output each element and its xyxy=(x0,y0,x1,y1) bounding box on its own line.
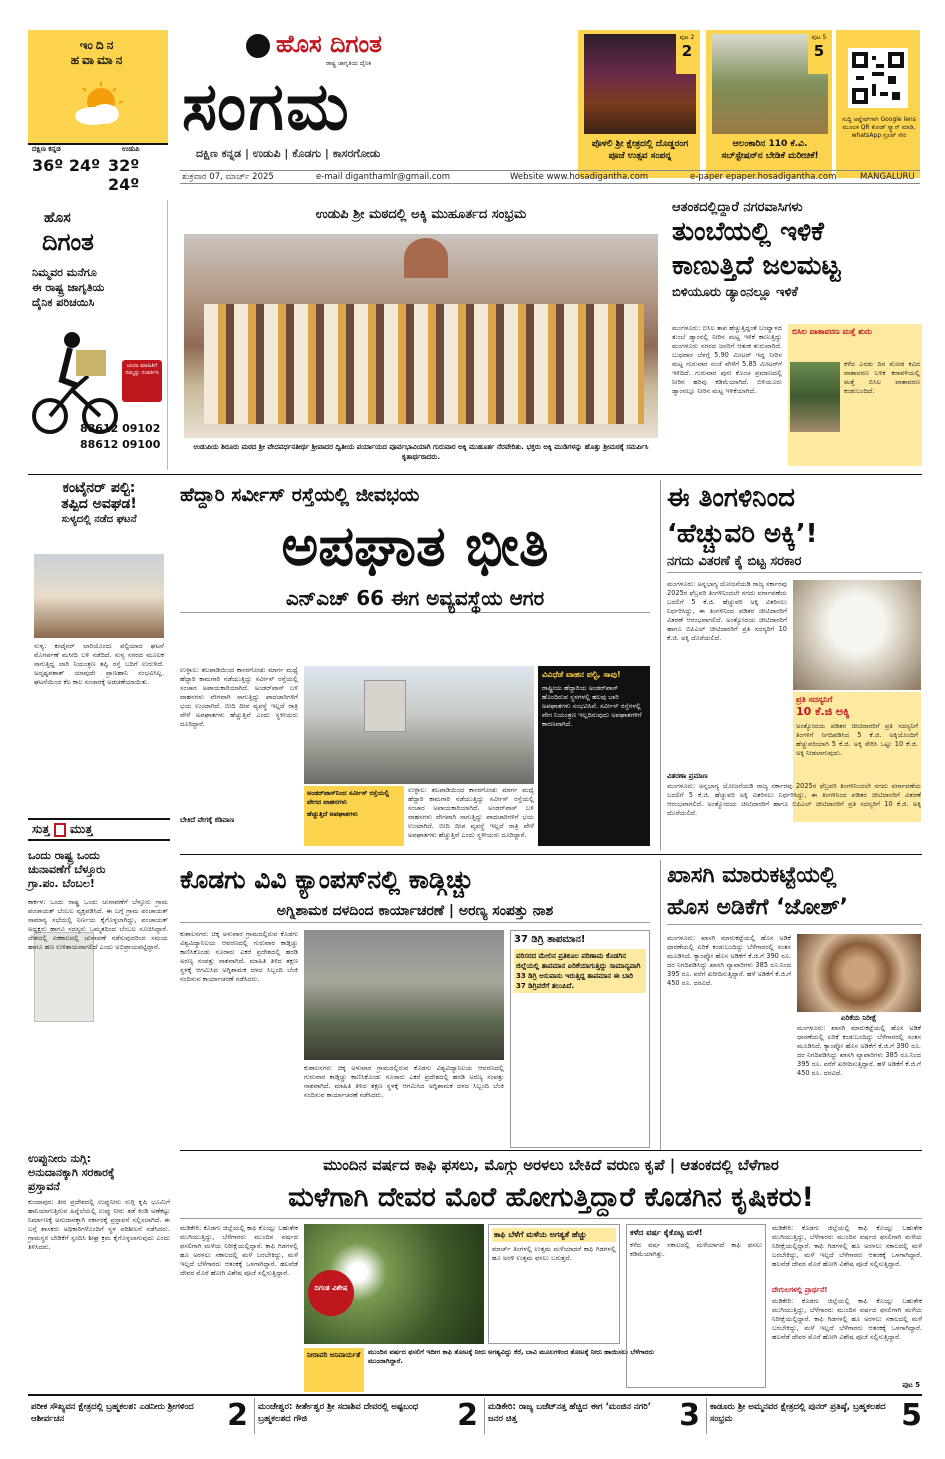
highway-kicker: ಹೆದ್ದಾರಿ ಸರ್ವೀಸ್ ರಸ್ತೆಯಲ್ಲಿ ಜೀವಭಯ xyxy=(180,484,420,506)
coffee-box-1: ಕಾಫಿ ಬೆಳೆಗೆ ಮಳೆಯ ಅಗತ್ಯತೆ ಹೆಚ್ಚು ಮಾರ್ಚ್ ತಿಂಗಳಲ್ಲಿ ಉತ್ತಮ ಮಳೆಯಾದರೆ ಕಾಫಿ ಗಿಡಗಳಲ್ಲಿ ಹೂ ಅರಳಿ ಉತ್ತಮ ಫಸಲು ಬರುತ್ತದೆ. xyxy=(488,1224,620,1344)
kodagu-fire-photo xyxy=(304,930,504,1060)
sun-cloud-icon xyxy=(73,82,125,130)
water-title-2: ಕಾಣುತ್ತಿದೆ ಜಲಮಟ್ಟ xyxy=(672,251,841,281)
divider xyxy=(180,1150,922,1151)
container-photo xyxy=(34,554,164,638)
salt-water-story: ಉಪ್ಪುನೀರು ನುಗ್ಗಿ: ಅನುದಾನಕ್ಕಾಗಿ ಸರಕಾರಕ್ಕೆ ಪ್ರಸ್ತಾವನೆ ಕುಂದಾಪುರ: ತೀರ ಪ್ರದೇಶದಲ್ಲಿ ಉಪ್ಪುನೀರು ನುಗ್ಗಿ ಕೃಷಿ ಭೂಮಿಗೆ ಹಾನಿಯಾಗುತ್ತಿರುವ ಹಿನ್ನೆಲೆಯಲ್ಲಿ ಉಪ್ಪು ನೀರು ತಡೆ ಕಿಂಡಿ ಅಣೆಕಟ್ಟು ನಿರ್ಮಾಣಕ್ಕೆ ಅನುದಾನಕ್ಕಾಗಿ ಸರ್ಕಾರಕ್ಕೆ ಪ್ರಸ್ತಾವನೆ ಸಲ್ಲಿಸಲಾಗಿದೆ. ಈ ಬಗ್ಗೆ ಶಾಸಕರು ಅಧಿಕಾರಿಗಳೊಂದಿಗೆ ಸ್ಥಳ ಪರಿಶೀಲನೆ ನಡೆಸಿದರು. ಗ್ರಾಮಸ್ಥರ ಬೇಡಿಕೆಗೆ ಸ್ಪಂದಿಸಿ ಶೀಘ್ರ ಕ್ರಮ ಕೈಗೊಳ್ಳಲಾಗುವುದು ಎಂದು ತಿಳಿಸಿದರು. xyxy=(28,1152,170,1251)
qr-note: ಸುದ್ದಿ ಅಪ್ಡೇಟ್‌ಗಾಗಿ Google lens ಮೂಲಕ QR ಕೋಡ್ ಸ್ಕ್ಯಾನ್ ಮಾಡಿ, whatsApp ಗ್ರೂಪ್ ಸೇರಿ xyxy=(842,116,916,139)
divider xyxy=(180,854,922,855)
weather-title: ಇಂದಿನ xyxy=(79,38,117,52)
qr-code-icon[interactable] xyxy=(848,48,908,108)
rice-photo xyxy=(793,580,921,690)
qr-box xyxy=(836,30,920,178)
kodagu-box: 37 ಡಿಗ್ರಿ ತಾಪಮಾನ! ಪರಿಸರದ ಮೇಲಿನ ಪ್ರತಿಕೂಲ ಪರಿಣಾಮ ಕೊಡಗಿನ ಜಿಲ್ಲೆಯಲ್ಲಿ ತಾಪಮಾನ ಏರಿಕೆಯಾಗುತ್ತಿದ್ದು ಸಾಮಾನ್ಯವಾಗಿ 33 ಡಿಗ್ರಿ ಆಸುಪಾಸು ಇರುತ್ತಿದ್ದ ತಾಪಮಾನ ಈ ಬಾರಿ 37 ಡಿಗ್ರಿವರೆಗೆ ತಲುಪಿದೆ. xyxy=(510,930,650,1148)
brand-tagline: ರಾಷ್ಟ್ರ ಜಾಗೃತಿಯ ದೈನಿಕ xyxy=(326,60,372,67)
highway-story: ಹೆದ್ದಾರಿ ಸರ್ವೀಸ್ ರಸ್ತೆಯಲ್ಲಿ ಜೀವಭಯ ಅಪಘಾತ ಭೀತಿ ಎನ್‌ಎಚ್ 66 ಈಗ ಅವ್ಯವಸ್ಥೆಯ ಆಗರ ಉಳ್ಳಾಲ: ತಲಪಾಡಿಯಿಂದ ಕಾಸರಗೋಡು ಮಾರ್ಗ ಮಧ್ಯೆ ಹೆದ್ದಾರಿ ಕಾಮಗಾರಿ ನಡೆಯುತ್ತಿದ್ದು ಸರ್ವೀಸ್ ರಸ್ತೆಯಲ್ಲಿ ಸಂಚಾರ ಅಪಾಯಕಾರಿಯಾಗಿದೆ. ಅಂಡರ್‌ಪಾಸ್ ಬಳಿ ವಾಹನಗಳು ವೇಗವಾಗಿ ಸಾಗುತ್ತಿದ್ದು ಪಾದಚಾರಿಗಳಿಗೆ ಭಯ ಉಂಟಾಗಿದೆ. ಬೀದಿ ದೀಪ ವ್ಯವಸ್ಥೆ ಇಲ್ಲದೆ ರಾತ್ರಿ ವೇಳೆ ಅಪಘಾತಗಳು ಹೆಚ್ಚುತ್ತಿವೆ ಎಂದು ಸ್ಥಳೀಯರು ದೂರಿದ್ದಾರೆ. ಬೇಕಿದೆ ವೇಗಕ್ಕೆ ಕಡಿವಾಣ ಅಂಡರ್‌ಪಾಸ್‌ನಿಂದ ಸರ್ವೀಸ್ ರಸ್ತೆಯಲ್ಲಿ ವೇಗದ ವಾಹನಗಳು ಹೆಚ್ಚುತ್ತಿದೆ ಅಪಘಾತಗಳು ಉಳ್ಳಾಲ: ತಲಪಾಡಿಯಿಂದ ಕಾಸರಗೋಡು ಮಾರ್ಗ ಮಧ್ಯೆ ಹೆದ್ದಾರಿ ಕಾಮಗಾರಿ ನಡೆಯುತ್ತಿದ್ದು ಸರ್ವೀಸ್ ರಸ್ತೆಯಲ್ಲಿ ಸಂಚಾರ ಅಪಾಯಕಾರಿಯಾಗಿದೆ. ಅಂಡರ್‌ಪಾಸ್ ಬಳಿ ವಾಹನಗಳು ವೇಗವಾಗಿ ಸಾಗುತ್ತಿದ್ದು ಪಾದಚಾರಿಗಳಿಗೆ ಭಯ ಉಂಟಾಗಿದೆ. ಬೀದಿ ದೀಪ ವ್ಯವಸ್ಥೆ ಇಲ್ಲದೆ ರಾತ್ರಿ ವೇಳೆ ಅಪಘಾತಗಳು ಹೆಚ್ಚುತ್ತಿವೆ ಎಂದು ಸ್ಥಳೀಯರು ದೂರಿದ್ದಾರೆ. ವಿವಿಧೆಡೆ ವಾಹನ ಪಲ್ಟಿ, ಸಾವು! ರಾಷ್ಟ್ರೀಯ ಹೆದ್ದಾರಿಯ ಅಂಡರ್‌ಪಾಸ್ ಹೊಂದಿರುವ ಸ್ಥಳಗಳಲ್ಲಿ ಹಲವು ಬಾರಿ ಅಪಘಾತಗಳು ಸಂಭವಿಸಿವೆ. ಸರ್ವೀಸ್ ರಸ್ತೆಗಳಲ್ಲಿ ವೇಗ ನಿಯಂತ್ರಣ ಇಲ್ಲದಿರುವುದು ಅಪಘಾತಗಳಿಗೆ ಕಾರಣವಾಗಿದೆ. xyxy=(180,480,650,850)
highway-photo xyxy=(304,666,534,784)
teaser-1[interactable] xyxy=(578,30,700,178)
subscription-ad[interactable]: ಹೊಸ ದಿಗಂತ ನಿಮ್ಮವರ ಮನೆಗೂ ಈ ರಾಷ್ಟ್ರ ಜಾಗೃತಿಯ ದೈನಿಕ ಪರಿಚಯಿಸಿ ಚಂದಾ ಮಾಹಿತಿಗೆ ನಮ್ಮನ್ನು ಸಂಪರ್ಕಿಸಿ 88612 09102 88612 09100 xyxy=(28,200,168,470)
website-link[interactable]: Website www.hosadigantha.com xyxy=(510,172,649,182)
door-icon xyxy=(54,823,66,837)
lead-photo-caption: ಉಡುಪಿಯ ಶಿರೂರು ಮಠದ ಶ್ರೀ ವೇದವರ್ಧನತೀರ್ಥ ಶ್ರೀಪಾದರ ದ್ವಿತೀಯ ಪರ್ಯಾಯದ ಪೂರ್ವಭಾವಿಯಾಗಿ ಗುರುವಾರ ಅಕ್ಕಿ ಮುಹೂರ್ತ ನೆರವೇರಿತು. ಭಕ್ತರು ಅಕ್ಕಿ ಮುಡಿಗಳನ್ನು ಹೊತ್ತು ಶ್ರೀಮಠಕ್ಕೆ ಸಮರ್ಪಿಸಿ ಕೃತಾರ್ಥರಾದರು. xyxy=(193,443,649,461)
water-box-photo xyxy=(790,362,840,432)
epaper-link[interactable]: e-paper epaper.hosadigantha.com xyxy=(690,172,837,182)
footer-item[interactable]: ಕಾಡೂರು ಶ್ರೀ ಅಮ್ಮನವರ ಕ್ಷೇತ್ರದಲ್ಲಿ ಪುನರ್ ಪ್ರತಿಷ್ಠೆ, ಬ್ರಹ್ಮಕಲಶದ ಸಂಭ್ರಮ 5 xyxy=(706,1398,922,1434)
water-box: ಬಿಸಿಲ ವಾತಾವರಣ ಮತ್ತೆ ಶುರು ಕಳೆದ ಎರಡು ದಿನ ಮೋಡ ಕವಿದ ವಾತಾವರಣ ಬಳಿಕ ಕರಾವಳಿಯಲ್ಲಿ ಮತ್ತೆ ಬಿಸಿಲ ವಾತಾವರಣ ಕಂಡುಬಂದಿದೆ. xyxy=(788,324,922,466)
rice-story: ಈ ತಿಂಗಳಿನಿಂದ ‘ಹೆಚ್ಚುವರಿ ಅಕ್ಕಿ’! ನಗದು ವಿತರಣೆ ಕೈ ಬಿಟ್ಟ ಸರಕಾರ ಮಂಗಳೂರು: ಅನ್ನಭಾಗ್ಯ ಯೋಜನೆಯಡಿ ರಾಜ್ಯ ಸರ್ಕಾರವು 2025ರ ಫೆಬ್ರವರಿ ತಿಂಗಳಿನಿಂದಲೇ ನಗದು ವರ್ಗಾವಣೆಯ ಬದಲಿಗೆ 5 ಕೆ.ಜಿ. ಹೆಚ್ಚುವರಿ ಅಕ್ಕಿ ವಿತರಿಸಲು ನಿರ್ಧರಿಸಿದ್ದು, ಈ ತಿಂಗಳಿನಿಂದ ಪಡಿತರ ಚೀಟಿದಾರರಿಗೆ ವಿತರಣೆ ಆರಂಭವಾಗಲಿದೆ. ಅಂತ್ಯೋದಯ ಚೀಟಿದಾರರಿಗೆ ಹಾಗೂ ಬಿಪಿಎಲ್ ಚೀಟಿದಾರರಿಗೆ ಪ್ರತಿ ಸದಸ್ಯರಿಗೆ 10 ಕೆ.ಜಿ. ಅಕ್ಕಿ ದೊರೆಯಲಿದೆ. ವಿತರಣಾ ಪ್ರಮಾಣ ಪ್ರತಿ ಸದಸ್ಯನಿಗೆ 10 ಕೆ.ಜಿ ಅಕ್ಕಿ ಅಂತ್ಯೋದಯ ಪಡಿತರ ಚೀಟಿದಾರರಿಗೆ ಪ್ರತಿ ಸದಸ್ಯನಿಗೆ ತಿಂಗಳಿಗೆ ನಿಗದಿಪಡಿಸಿದ 5 ಕೆ.ಜಿ. ಅಕ್ಕಿಯೊಂದಿಗೆ ಹೆಚ್ಚುವರಿಯಾಗಿ 5 ಕೆ.ಜಿ. ಅಕ್ಕಿ ಸೇರಿಸಿ ಒಟ್ಟು 10 ಕೆ.ಜಿ. ಅಕ್ಕಿ ನೀಡಲಾಗುವುದು. ಮಂಗಳೂರು: ಅನ್ನಭಾಗ್ಯ ಯೋಜನೆಯಡಿ ರಾಜ್ಯ ಸರ್ಕಾರವು 2025ರ ಫೆಬ್ರವರಿ ತಿಂಗಳಿನಿಂದಲೇ ನಗದು ವರ್ಗಾವಣೆಯ ಬದಲಿಗೆ 5 ಕೆ.ಜಿ. ಹೆಚ್ಚುವರಿ ಅಕ್ಕಿ ವಿತರಿಸಲು ನಿರ್ಧರಿಸಿದ್ದು, ಈ ತಿಂಗಳಿನಿಂದ ಪಡಿತರ ಚೀಟಿದಾರರಿಗೆ ವಿತರಣೆ ಆರಂಭವಾಗಲಿದೆ. ಅಂತ್ಯೋದಯ ಚೀಟಿದಾರರಿಗೆ ಹಾಗೂ ಬಿಪಿಎಲ್ ಚೀಟಿದಾರರಿಗೆ ಪ್ರತಿ ಸದಸ್ಯರಿಗೆ 10 ಕೆ.ಜಿ. ಅಕ್ಕಿ ದೊರೆಯಲಿದೆ. xyxy=(660,480,922,850)
continued-label[interactable]: ಪುಟ 5 xyxy=(902,1381,920,1389)
footer-item[interactable]: ಪರೀಕ ಸೌಖ್ಯವನ ಕ್ಷೇತ್ರದಲ್ಲಿ ಬ್ರಹ್ಮಕಲಶ: ಎಡನೀರು ಶ್ರೀಗಳಿಂದ ಆಶೀರ್ವಚನ 2 xyxy=(31,1398,248,1433)
region-1: ದಕ್ಷಿಣ ಕನ್ನಡ xyxy=(32,145,61,153)
suttha-muttha-column: ಸುತ್ತ ಮುತ್ತ ಒಂದು ರಾಷ್ಟ್ರ ಒಂದು ಚುನಾವಣೆಗೆ ಬೆಳ್ತೂರು ಗ್ರಾ.ಪಂ. ಬೆಂಬಲ! ಕಾರ್ಕಳ: ಒಂದು ರಾಷ್ಟ್ರ ಒಂದು ಚುನಾವಣೆಗೆ ಬೆಳ್ತೂರು ಗ್ರಾಮ ಪಂಚಾಯತ್ ಬೆಂಬಲ ವ್ಯಕ್ತಪಡಿಸಿದೆ. ಈ ಬಗ್ಗೆ ಗ್ರಾಮ ಪಂಚಾಯತ್ ಸಾಮಾನ್ಯ ಸಭೆಯಲ್ಲಿ ನಿರ್ಣಯ ಕೈಗೊಳ್ಳಲಾಗಿದ್ದು, ಪಂಚಾಯತ್ ಅಧ್ಯಕ್ಷರು ಹಾಗೂ ಸದಸ್ಯರು ಒಮ್ಮತದಿಂದ ಬೆಂಬಲ ಸೂಚಿಸಿದ್ದಾರೆ. ದೇಶದಲ್ಲಿ ಏಕಕಾಲದಲ್ಲಿ ಚುನಾವಣೆ ನಡೆಸುವುದರಿಂದ ಸಮಯ ಹಾಗೂ ಹಣ ಉಳಿತಾಯವಾಗಲಿದೆ ಎಂದು ಅಭಿಪ್ರಾಯಪಟ್ಟಿದ್ದಾರೆ. xyxy=(28,818,170,1148)
divider xyxy=(28,474,922,475)
footer-item[interactable]: ಮಡಿಕೇರಿ: ರಾಜ್ಯ ಬಜೆಟ್‌ನತ್ತ ಹೆಚ್ಚಿದ ಈಗ ‘ಮಂಜಿನ ನಗರಿ’ ಜನರ ಚಿತ್ತ 3 xyxy=(484,1398,700,1434)
city: MANGALURU xyxy=(860,172,915,182)
water-title-1: ತುಂಬೆಯಲ್ಲಿ ಇಳಿಕೆ xyxy=(672,217,824,247)
water-body: ಮಂಗಳೂರು: ಬಿಸಿಲ ತಾಪ ಹೆಚ್ಚುತ್ತಿದ್ದಂತೆ ಬಂಟ್ವಾಳದ ತುಂಬೆ ಡ್ಯಾಂನಲ್ಲಿ ನೀರಿನ ಮಟ್ಟ ಇಳಿಕೆ ಕಾಣುತ್ತಿದ್ದು ಮಂಗಳೂರು ನಗರದ ಜನರಿಗೆ ಆತಂಕ ಶುರುವಾಗಿದೆ. ಬುಧವಾರ ಬೆಳಗ್ಗೆ 5.90 ಮೀಟರ್ ಇದ್ದ ನೀರಿನ ಮಟ್ಟ ಗುರುವಾರ ಸಂಜೆ ವೇಳೆಗೆ 5.85 ಮೀಟರ್‌ಗೆ ಇಳಿದಿದೆ. ಗುರುವಾರ ಪುನಃ ಕೊಂಚ ಪ್ರಮಾಣದಲ್ಲಿ ನೀರಿನ ಹರಿವು ಕಡಿಮೆಯಾಗಿದೆ. ಬಿಳಿಯೂರು ಡ್ಯಾಂನಲ್ಲೂ ನೀರಿನ ಮಟ್ಟ ಇಳಿಕೆಯಾಗಿದೆ. xyxy=(672,324,782,395)
coffee-story: ಮುಂದಿನ ವರ್ಷದ ಕಾಫಿ ಫಸಲು, ಮೊಗ್ಗು ಅರಳಲು ಬೇಕಿದೆ ವರುಣ ಕೃಪೆ | ಆತಂಕದಲ್ಲಿ ಬೆಳೆಗಾರ ಮಳೆಗಾಗಿ ದೇವರ ಮೊರೆ ಹೋಗುತ್ತಿದ್ದಾರೆ ಕೊಡಗಿನ ಕೃಷಿಕರು! ಮಡಿಕೇರಿ: ಕೊಡಗು ಜಿಲ್ಲೆಯಲ್ಲಿ ಕಾಫಿ ಕೊಯ್ಲು ಬಹುತೇಕ ಮುಗಿಯುತ್ತಿದ್ದು, ಬೆಳೆಗಾರರು ಮುಂದಿನ ವರ್ಷದ ಫಸಲಿಗಾಗಿ ಮಳೆಯ ನಿರೀಕ್ಷೆಯಲ್ಲಿದ್ದಾರೆ. ಕಾಫಿ ಗಿಡಗಳಲ್ಲಿ ಹೂ ಅರಳಲು ಸಕಾಲದಲ್ಲಿ ಮಳೆ ಬರಬೇಕಿದ್ದು, ಮಳೆ ಇಲ್ಲದೆ ಬೆಳೆಗಾರರು ಆತಂಕಕ್ಕೆ ಒಳಗಾಗಿದ್ದಾರೆ. ಹಲವೆಡೆ ದೇವರ ಮೊರೆ ಹೋಗಿ ವಿಶೇಷ ಪೂಜೆ ಸಲ್ಲಿಸುತ್ತಿದ್ದಾರೆ. ದಿಗಂತ ವಿಶೇಷ ನೀರಾವರಿ ಅನಿವಾರ್ಯತೆ ಮುಂದಿನ ವರ್ಷದ ಫಸಲಿಗೆ ಇದೀಗ ಕಾಫಿ ತೋಟಕ್ಕೆ ನೀರು ಅಗತ್ಯವಿದ್ದು ಕೆರೆ, ಬಾವಿ ಮೂಲಗಳಿಂದ ತೋಟಕ್ಕೆ ನೀರು ಹಾಯಿಸಲು ಬೆಳೆಗಾರರು ಮುಂದಾಗಿದ್ದಾರೆ. ಕಾಫಿ ಬೆಳೆಗೆ ಮಳೆಯ ಅಗತ್ಯತೆ ಹೆಚ್ಚು ಮಾರ್ಚ್ ತಿಂಗಳಲ್ಲಿ ಉತ್ತಮ ಮಳೆಯಾದರೆ ಕಾಫಿ ಗಿಡಗಳಲ್ಲಿ ಹೂ ಅರಳಿ ಉತ್ತಮ ಫಸಲು ಬರುತ್ತದೆ. ಕಳೆದ ವರ್ಷ ಕೈಕೊಟ್ಟ ಮಳೆ! ಕಳೆದ ವರ್ಷ ಸಕಾಲದಲ್ಲಿ ಮಳೆಯಾಗದೆ ಕಾಫಿ ಫಸಲು ಕಡಿಮೆಯಾಗಿತ್ತು. ಮಡಿಕೇರಿ: ಕೊಡಗು ಜಿಲ್ಲೆಯಲ್ಲಿ ಕಾಫಿ ಕೊಯ್ಲು ಬಹುತೇಕ ಮುಗಿಯುತ್ತಿದ್ದು, ಬೆಳೆಗಾರರು ಮುಂದಿನ ವರ್ಷದ ಫಸಲಿಗಾಗಿ ಮಳೆಯ ನಿರೀಕ್ಷೆಯಲ್ಲಿದ್ದಾರೆ. ಕಾಫಿ ಗಿಡಗಳಲ್ಲಿ ಹೂ ಅರಳಲು ಸಕಾಲದಲ್ಲಿ ಮಳೆ ಬರಬೇಕಿದ್ದು, ಮಳೆ ಇಲ್ಲದೆ ಬೆಳೆಗಾರರು ಆತಂಕಕ್ಕೆ ಒಳಗಾಗಿದ್ದಾರೆ. ಹಲವೆಡೆ ದೇವರ ಮೊರೆ ಹೋಗಿ ವಿಶೇಷ ಪೂಜೆ ಸಲ್ಲಿಸುತ್ತಿದ್ದಾರೆ. ದೇಗುಲಗಳಲ್ಲಿ ಪ್ರಾರ್ಥನೆ! ಮಡಿಕೇರಿ: ಕೊಡಗು ಜಿಲ್ಲೆಯಲ್ಲಿ ಕಾಫಿ ಕೊಯ್ಲು ಬಹುತೇಕ ಮುಗಿಯುತ್ತಿದ್ದು, ಬೆಳೆಗಾರರು ಮುಂದಿನ ವರ್ಷದ ಫಸಲಿಗಾಗಿ ಮಳೆಯ ನಿರೀಕ್ಷೆಯಲ್ಲಿದ್ದಾರೆ. ಕಾಫಿ ಗಿಡಗಳಲ್ಲಿ ಹೂ ಅರಳಲು ಸಕಾಲದಲ್ಲಿ ಮಳೆ ಬರಬೇಕಿದ್ದು, ಮಳೆ ಇಲ್ಲದೆ ಬೆಳೆಗಾರರು ಆತಂಕಕ್ಕೆ ಒಳಗಾಗಿದ್ದಾರೆ. ಹಲವೆಡೆ ದೇವರ ಮೊರೆ ಹೋಗಿ ವಿಶೇಷ ಪೂಜೆ ಸಲ್ಲಿಸುತ್ತಿದ್ದಾರೆ. ಪುಟ 5 xyxy=(180,1152,922,1392)
temp-1: 36º 24º xyxy=(32,156,101,175)
masthead xyxy=(180,30,572,178)
phone-1[interactable]: 88612 09102 xyxy=(80,422,161,435)
container-story: ಕಂಟೈನರ್ ಪಲ್ಟಿ: ತಪ್ಪಿದ ಅವಘಡ! ಸುಳ್ಯದಲ್ಲಿ ನಡೆದ ಘಟನೆ ಸುಳ್ಯ: ಕಂಟೈನರ್ ಲಾರಿಯೊಂದು ಪಲ್ಟಿಯಾದ ಘಟನೆ ಮೊಗರ್ಪಣೆ ಮಸೀದಿ ಬಳಿ ನಡೆದಿದೆ. ಸುಳ್ಯ ನಗರದ ಮೂಲಕ ಸಾಗುತ್ತಿದ್ದ ಲಾರಿ ನಿಯಂತ್ರಣ ತಪ್ಪಿ ರಸ್ತೆ ಬದಿಗೆ ಉರುಳಿದೆ. ಅದೃಷ್ಟವಶಾತ್ ಯಾವುದೇ ಪ್ರಾಣಹಾನಿ ಸಂಭವಿಸಿಲ್ಲ. ಘಟನೆಯಿಂದ ಕೆಲ ಕಾಲ ಸಂಚಾರಕ್ಕೆ ಅಡಚಣೆಯಾಯಿತು. xyxy=(34,480,164,686)
irrigation-label: ನೀರಾವರಿ ಅನಿವಾರ್ಯತೆ xyxy=(304,1348,364,1392)
ad-badge: ಚಂದಾ ಮಾಹಿತಿಗೆ ನಮ್ಮನ್ನು ಸಂಪರ್ಕಿಸಿ xyxy=(122,360,162,402)
lead-photo-story xyxy=(180,200,662,470)
teaser-1-badge: ಪುಟ 2 2 xyxy=(676,34,698,74)
water-sub: ಬಿಳಿಯೂರು ಡ್ಯಾಂನಲ್ಲೂ ಇಳಿಕೆ xyxy=(672,285,798,300)
issue-date: ಶುಕ್ರವಾರ 07, ಮಾರ್ಚ್ 2025 xyxy=(182,172,274,182)
highway-body-2: ಉಳ್ಳಾಲ: ತಲಪಾಡಿಯಿಂದ ಕಾಸರಗೋಡು ಮಾರ್ಗ ಮಧ್ಯೆ ಹೆದ್ದಾರಿ ಕಾಮಗಾರಿ ನಡೆಯುತ್ತಿದ್ದು ಸರ್ವೀಸ್ ರಸ್ತೆಯಲ್ಲಿ ಸಂಚಾರ ಅಪಾಯಕಾರಿಯಾಗಿದೆ. ಅಂಡರ್‌ಪಾಸ್ ಬಳಿ ವಾಹನಗಳು ವೇಗವಾಗಿ ಸಾಗುತ್ತಿದ್ದು ಪಾದಚಾರಿಗಳಿಗೆ ಭಯ ಉಂಟಾಗಿದೆ. ಬೀದಿ ದೀಪ ವ್ಯವಸ್ಥೆ ಇಲ್ಲದೆ ರಾತ್ರಿ ವೇಳೆ ಅಪಘಾತಗಳು ಹೆಚ್ಚುತ್ತಿವೆ ಎಂದು ಸ್ಥಳೀಯರು ದೂರಿದ್ದಾರೆ. xyxy=(408,786,534,839)
teaser-2-badge: ಪುಟ 5 5 xyxy=(808,34,830,74)
highway-box: ವಿವಿಧೆಡೆ ವಾಹನ ಪಲ್ಟಿ, ಸಾವು! ರಾಷ್ಟ್ರೀಯ ಹೆದ್ದಾರಿಯ ಅಂಡರ್‌ಪಾಸ್ ಹೊಂದಿರುವ ಸ್ಥಳಗಳಲ್ಲಿ ಹಲವು ಬಾರಿ ಅಪಘಾತಗಳು ಸಂಭವಿಸಿವೆ. ಸರ್ವೀಸ್ ರಸ್ತೆಗಳಲ್ಲಿ ವೇಗ ನಿಯಂತ್ರಣ ಇಲ್ಲದಿರುವುದು ಅಪಘಾತಗಳಿಗೆ ಕಾರಣವಾಗಿದೆ. xyxy=(538,666,650,846)
water-kicker: ಆತಂಕದಲ್ಲಿದ್ದಾರೆ ನಗರವಾಸಿಗಳು xyxy=(672,200,803,215)
teaser-1-caption: ಪೊಳಲಿ ಶ್ರೀ ಕ್ಷೇತ್ರದಲ್ಲಿ ದೊಡ್ಡರಂಗ ಪೂಜೆ ಉತ್ಸವ ಸಂಪನ್ನ xyxy=(591,139,689,161)
highway-bullets: ಅಂಡರ್‌ಪಾಸ್‌ನಿಂದ ಸರ್ವೀಸ್ ರಸ್ತೆಯಲ್ಲಿ ವೇಗದ ವಾಹನಗಳು ಹೆಚ್ಚುತ್ತಿದೆ ಅಪಘಾತಗಳು xyxy=(304,786,404,846)
teaser-2[interactable] xyxy=(706,30,832,178)
temp-2: 32º 24º xyxy=(108,156,140,194)
region-2: ಉಡುಪಿ xyxy=(122,145,140,153)
weather-title-2: ಹವಾಮಾನ xyxy=(70,53,126,67)
info-strip xyxy=(180,170,920,184)
brand-name: ಹೊಸ ದಿಗಂತ xyxy=(276,30,382,58)
logo-icon xyxy=(246,34,270,58)
phone-2[interactable]: 88612 09100 xyxy=(80,438,161,451)
digantha-special-badge: ದಿಗಂತ ವಿಶೇಷ xyxy=(308,1270,354,1316)
weather-box xyxy=(28,30,168,194)
page-title: ಸಂಗಮ xyxy=(182,68,351,145)
lead-photo xyxy=(184,234,658,438)
kodagu-fire-story: ಕೊಡಗು ವಿವಿ ಕ್ಯಾಂಪಸ್‌ನಲ್ಲಿ ಕಾಡ್ಗಿಚ್ಚು ಅಗ್ನಿಶಾಮಕ ದಳದಿಂದ ಕಾರ್ಯಾಚರಣೆ | ಅರಣ್ಯ ಸಂಪತ್ತು ನಾಶ ಕುಶಾಲನಗರ: ಚಿಕ್ಕ ಅಳುವಾರ ಗ್ರಾಮದಲ್ಲಿರುವ ಕೊಡಗು ವಿಶ್ವವಿದ್ಯಾನಿಲಯ ಆವರಣದಲ್ಲಿ ಗುರುವಾರ ಕಾಡ್ಗಿಚ್ಚು ಕಾಣಿಸಿಕೊಂಡು ನೂರಾರು ಎಕರೆ ಪ್ರದೇಶದಲ್ಲಿ ಹರಡಿ ಅರಣ್ಯ ಸಂಪತ್ತು ನಾಶವಾಗಿದೆ. ಮಾಹಿತಿ ತಿಳಿದ ತಕ್ಷಣ ಸ್ಥಳಕ್ಕೆ ಆಗಮಿಸಿದ ಅಗ್ನಿಶಾಮಕ ದಳದ ಸಿಬ್ಬಂದಿ ಬೆಂಕಿ ನಂದಿಸುವ ಕಾರ್ಯಾಚರಣೆ ನಡೆಸಿದರು. ಕುಶಾಲನಗರ: ಚಿಕ್ಕ ಅಳುವಾರ ಗ್ರಾಮದಲ್ಲಿರುವ ಕೊಡಗು ವಿಶ್ವವಿದ್ಯಾನಿಲಯ ಆವರಣದಲ್ಲಿ ಗುರುವಾರ ಕಾಡ್ಗಿಚ್ಚು ಕಾಣಿಸಿಕೊಂಡು ನೂರಾರು ಎಕರೆ ಪ್ರದೇಶದಲ್ಲಿ ಹರಡಿ ಅರಣ್ಯ ಸಂಪತ್ತು ನಾಶವಾಗಿದೆ. ಮಾಹಿತಿ ತಿಳಿದ ತಕ್ಷಣ ಸ್ಥಳಕ್ಕೆ ಆಗಮಿಸಿದ ಅಗ್ನಿಶಾಮಕ ದಳದ ಸಿಬ್ಬಂದಿ ಬೆಂಕಿ ನಂದಿಸುವ ಕಾರ್ಯಾಚರಣೆ ನಡೆಸಿದರು. 37 ಡಿಗ್ರಿ ತಾಪಮಾನ! ಪರಿಸರದ ಮೇಲಿನ ಪ್ರತಿಕೂಲ ಪರಿಣಾಮ ಕೊಡಗಿನ ಜಿಲ್ಲೆಯಲ್ಲಿ ತಾಪಮಾನ ಏರಿಕೆಯಾಗುತ್ತಿದ್ದು ಸಾಮಾನ್ಯವಾಗಿ 33 ಡಿಗ್ರಿ ಆಸುಪಾಸು ಇರುತ್ತಿದ್ದ ತಾಪಮಾನ ಈ ಬಾರಿ 37 ಡಿಗ್ರಿವರೆಗೆ ತಲುಪಿದೆ. xyxy=(180,860,650,1150)
teaser-2-caption: ಆಲಂಕಾರಿನ 110 ಕೆ.ವಿ. ಸಬ್‌ಸ್ಟೇಷನ್‌ನ ಬೇಡಿಕೆ ಮರೀಚಿಕೆ! xyxy=(721,139,819,161)
coffee-col-4: ಮಡಿಕೇರಿ: ಕೊಡಗು ಜಿಲ್ಲೆಯಲ್ಲಿ ಕಾಫಿ ಕೊಯ್ಲು ಬಹುತೇಕ ಮುಗಿಯುತ್ತಿದ್ದು, ಬೆಳೆಗಾರರು ಮುಂದಿನ ವರ್ಷದ ಫಸಲಿಗಾಗಿ ಮಳೆಯ ನಿರೀಕ್ಷೆಯಲ್ಲಿದ್ದಾರೆ. ಕಾಫಿ ಗಿಡಗಳಲ್ಲಿ ಹೂ ಅರಳಲು ಸಕಾಲದಲ್ಲಿ ಮಳೆ ಬರಬೇಕಿದ್ದು, ಮಳೆ ಇಲ್ಲದೆ ಬೆಳೆಗಾರರು ಆತಂಕಕ್ಕೆ ಒಳಗಾಗಿದ್ದಾರೆ. ಹಲವೆಡೆ ದೇವರ ಮೊರೆ ಹೋಗಿ ವಿಶೇಷ ಪೂಜೆ ಸಲ್ಲಿಸುತ್ತಿದ್ದಾರೆ. ದೇಗುಲಗಳಲ್ಲಿ ಪ್ರಾರ್ಥನೆ! ಮಡಿಕೇರಿ: ಕೊಡಗು ಜಿಲ್ಲೆಯಲ್ಲಿ ಕಾಫಿ ಕೊಯ್ಲು ಬಹುತೇಕ ಮುಗಿಯುತ್ತಿದ್ದು, ಬೆಳೆಗಾರರು ಮುಂದಿನ ವರ್ಷದ ಫಸಲಿಗಾಗಿ ಮಳೆಯ ನಿರೀಕ್ಷೆಯಲ್ಲಿದ್ದಾರೆ. ಕಾಫಿ ಗಿಡಗಳಲ್ಲಿ ಹೂ ಅರಳಲು ಸಕಾಲದಲ್ಲಿ ಮಳೆ ಬರಬೇಕಿದ್ದು, ಮಳೆ ಇಲ್ಲದೆ ಬೆಳೆಗಾರರು ಆತಂಕಕ್ಕೆ ಒಳಗಾಗಿದ್ದಾರೆ. ಹಲವೆಡೆ ದೇವರ ಮೊರೆ ಹೋಗಿ ವಿಶೇಷ ಪೂಜೆ ಸಲ್ಲಿಸುತ್ತಿದ್ದಾರೆ. ಪುಟ 5 xyxy=(772,1224,922,1389)
ad-brand: ದಿಗಂತ xyxy=(42,228,94,256)
highway-title: ಅಪಘಾತ ಭೀತಿ xyxy=(281,514,549,579)
regions: ದಕ್ಷಿಣ ಕನ್ನಡ | ಉಡುಪಿ | ಕೊಡಗು | ಕಾಸರಗೋಡು xyxy=(196,147,381,160)
footer-teasers xyxy=(28,1394,922,1434)
footer-item[interactable]: ಮಂಜೇಶ್ವರ: ಕೀರ್ತೇಶ್ವರ ಶ್ರೀ ಸದಾಶಿವ ದೇವರಲ್ಲಿ ಅಷ್ಟಬಂಧ ಬ್ರಹ್ಮಕಲಶದ ಗೌಜಿ 2 xyxy=(254,1398,478,1434)
lead-photo-title: ಉಡುಪಿ ಶ್ರೀ ಮಠದಲ್ಲಿ ಅಕ್ಕಿ ಮುಹೂರ್ತದ ಸಂಭ್ರಮ xyxy=(315,207,527,222)
rice-box: ಪ್ರತಿ ಸದಸ್ಯನಿಗೆ 10 ಕೆ.ಜಿ ಅಕ್ಕಿ ಅಂತ್ಯೋದಯ ಪಡಿತರ ಚೀಟಿದಾರರಿಗೆ ಪ್ರತಿ ಸದಸ್ಯನಿಗೆ ತಿಂಗಳಿಗೆ ನಿಗದಿಪಡಿಸಿದ 5 ಕೆ.ಜಿ. ಅಕ್ಕಿಯೊಂದಿಗೆ ಹೆಚ್ಚುವರಿಯಾಗಿ 5 ಕೆ.ಜಿ. ಅಕ್ಕಿ ಸೇರಿಸಿ ಒಟ್ಟು 10 ಕೆ.ಜಿ. ಅಕ್ಕಿ ನೀಡಲಾಗುವುದು. xyxy=(793,692,921,822)
arecanut-photo xyxy=(797,934,921,1012)
highway-sub: ಎನ್‌ಎಚ್ 66 ಈಗ ಅವ್ಯವಸ್ಥೆಯ ಆಗರ xyxy=(180,584,650,613)
water-story xyxy=(672,196,922,470)
arecanut-story: ಖಾಸಗಿ ಮಾರುಕಟ್ಟೆಯಲ್ಲಿ ಹೊಸ ಅಡಿಕೆಗೆ ‘ಜೋಶ್’ ಮಂಗಳೂರು: ಖಾಸಗಿ ಮಾರುಕಟ್ಟೆಯಲ್ಲಿ ಹೊಸ ಅಡಿಕೆ ಧಾರಣೆಯಲ್ಲಿ ಏರಿಕೆ ಕಂಡುಬಂದಿದ್ದು ಬೆಳೆಗಾರರಲ್ಲಿ ಸಂತಸ ಮೂಡಿಸಿದೆ. ಕ್ಯಾಂಪ್ಕೋ ಹೊಸ ಅಡಿಕೆಗೆ ಕೆ.ಜಿ.ಗೆ 390 ರೂ. ದರ ನಿಗದಿಪಡಿಸಿದ್ದು ಖಾಸಗಿ ವ್ಯಾಪಾರಿಗಳು 385 ರೂ.ನಿಂದ 395 ರೂ. ವರೆಗೆ ಖರೀದಿಸುತ್ತಿದ್ದಾರೆ. ಹಳೆ ಅಡಿಕೆಗೆ ಕೆ.ಜಿ.ಗೆ 450 ರೂ. ದರವಿದೆ. ಏರಿಕೆಯ ನಿರೀಕ್ಷೆ ಮಂಗಳೂರು: ಖಾಸಗಿ ಮಾರುಕಟ್ಟೆಯಲ್ಲಿ ಹೊಸ ಅಡಿಕೆ ಧಾರಣೆಯಲ್ಲಿ ಏರಿಕೆ ಕಂಡುಬಂದಿದ್ದು ಬೆಳೆಗಾರರಲ್ಲಿ ಸಂತಸ ಮೂಡಿಸಿದೆ. ಕ್ಯಾಂಪ್ಕೋ ಹೊಸ ಅಡಿಕೆಗೆ ಕೆ.ಜಿ.ಗೆ 390 ರೂ. ದರ ನಿಗದಿಪಡಿಸಿದ್ದು ಖಾಸಗಿ ವ್ಯಾಪಾರಿಗಳು 385 ರೂ.ನಿಂದ 395 ರೂ. ವರೆಗೆ ಖರೀದಿಸುತ್ತಿದ್ದಾರೆ. ಹಳೆ ಅಡಿಕೆಗೆ ಕೆ.ಜಿ.ಗೆ 450 ರೂ. ದರವಿದೆ. xyxy=(660,860,922,1150)
email-link[interactable]: e-mail diganthamlr@gmail.com xyxy=(316,172,450,182)
coffee-box-2: ಕಳೆದ ವರ್ಷ ಕೈಕೊಟ್ಟ ಮಳೆ! ಕಳೆದ ವರ್ಷ ಸಕಾಲದಲ್ಲಿ ಮಳೆಯಾಗದೆ ಕಾಫಿ ಫಸಲು ಕಡಿಮೆಯಾಗಿತ್ತು. xyxy=(626,1224,766,1388)
